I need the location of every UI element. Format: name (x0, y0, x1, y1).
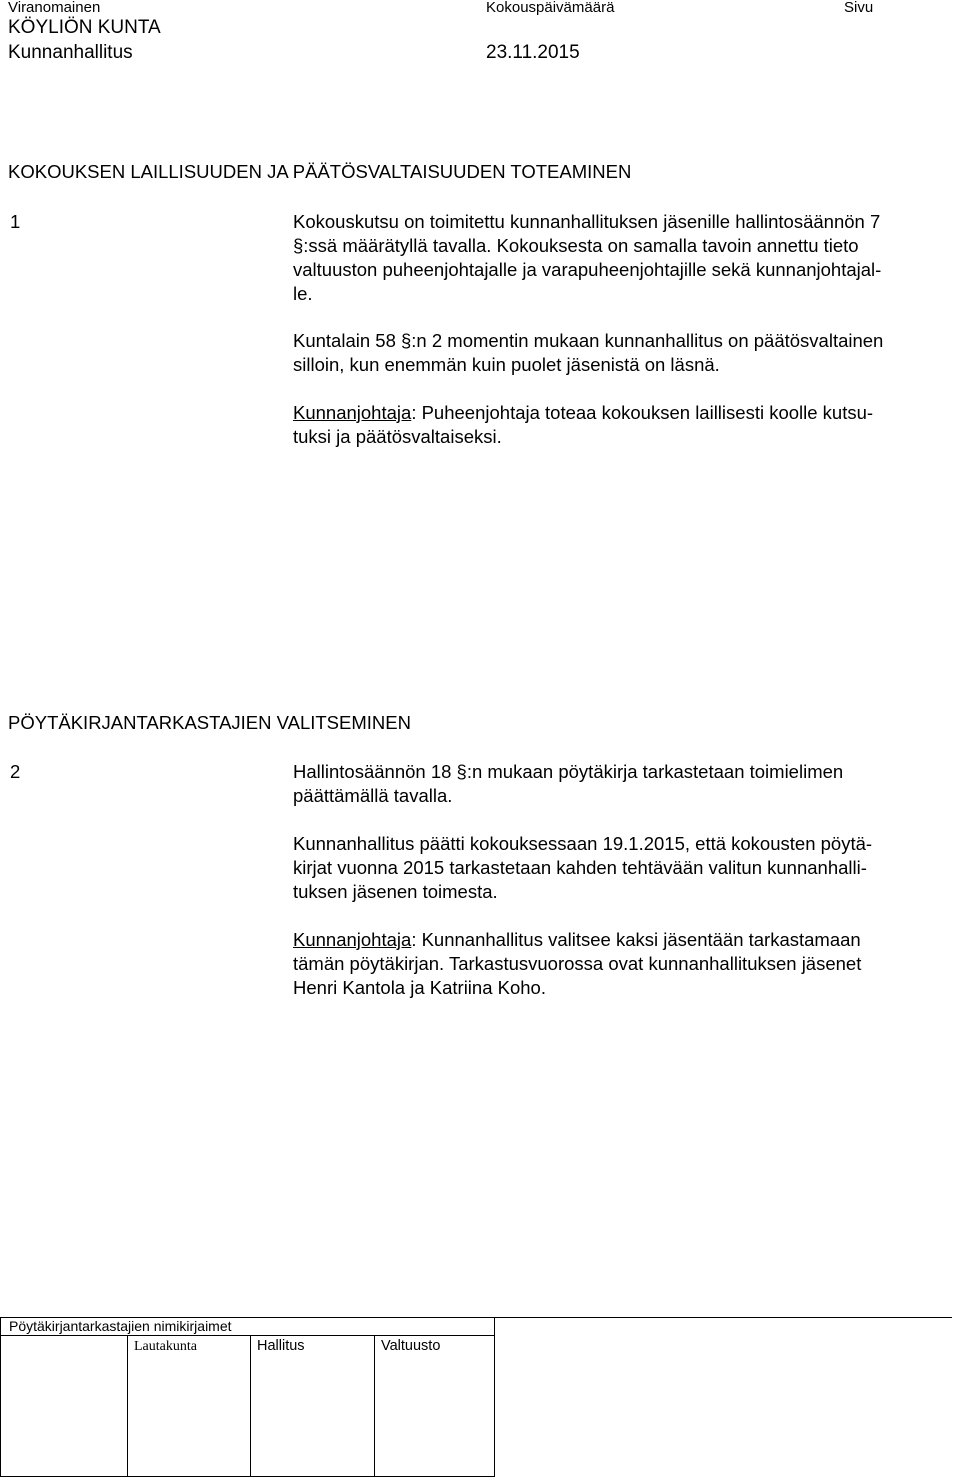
signature-box-divider (1, 1335, 495, 1336)
text-line: Kokouskutsu on toimitettu kunnanhallituksen jäsenille hallintosäännön 7 (293, 211, 881, 232)
section-2-proposal (293, 928, 960, 1000)
text-line: Kuntalain 58 §:n 2 momentin mukaan kunnanhallitus on päätösvaltainen (293, 330, 884, 351)
signatures-label: Pöytäkirjantarkastajien nimikirjaimet (9, 1318, 232, 1334)
date-label: Kokouspäivämäärä (486, 0, 615, 16)
proposal-label: Kunnanjohtaja (293, 929, 412, 950)
authority-name: KÖYLIÖN KUNTA (8, 17, 161, 38)
authority-label: Viranomainen (8, 0, 101, 16)
section-1-title: KOKOUKSEN LAILLISUUDEN JA PÄÄTÖSVALTAISUUDEN TOTEAMINEN (8, 161, 632, 182)
text-line: Henri Kantola ja Katriina Koho. (293, 977, 546, 998)
column-lautakunta: Lautakunta (134, 1339, 197, 1354)
section-2-paragraph-2 (293, 832, 960, 904)
text-line: kirjat vuonna 2015 tarkastetaan kahden tehtävään valitun kunnanhalli- (293, 857, 867, 878)
column-divider (374, 1335, 375, 1476)
text-line: le. (293, 283, 313, 304)
text-line: §:ssä määrätyllä tavalla. Kokouksesta on samalla tavoin annettu tieto (293, 235, 859, 256)
text-line: Kunnanhallitus päätti kokouksessaan 19.1.2015, että kokousten pöytä- (293, 833, 873, 854)
meeting-date: 23.11.2015 (486, 42, 580, 63)
text-line (293, 928, 960, 952)
section-1-number: 1 (10, 211, 21, 232)
text-line (293, 401, 960, 425)
text-line: tämän pöytäkirjan. Tarkastusvuorossa ovat kunnanhallituksen jäsenet (293, 953, 862, 974)
section-1-paragraph-1 (293, 210, 960, 306)
text-line: päättämällä tavalla. (293, 785, 453, 806)
section-1-paragraph-2 (293, 329, 960, 377)
text-line: tuksen jäsenen toimesta. (293, 881, 498, 902)
proposal-text: : Kunnanhallitus valitsee kaksi jäsentään tarkastamaan (411, 929, 861, 950)
text-line: silloin, kun enemmän kuin puolet jäsenistä on läsnä. (293, 354, 720, 375)
section-1-proposal (293, 401, 960, 449)
proposal-label: Kunnanjohtaja (293, 402, 412, 423)
section-2-paragraph-1 (293, 760, 960, 808)
column-hallitus: Hallitus (257, 1338, 305, 1354)
page-label: Sivu (844, 0, 874, 16)
text-line: valtuuston puheenjohtajalle ja varapuheenjohtajille sekä kunnanjohtajal- (293, 259, 882, 280)
column-divider (250, 1335, 251, 1476)
column-divider (127, 1335, 128, 1476)
proposal-text: : Puheenjohtaja toteaa kokouksen laillisesti koolle kutsu- (411, 402, 874, 423)
section-2-number: 2 (10, 761, 21, 782)
text-line: Hallintosäännön 18 §:n mukaan pöytäkirja tarkastetaan toimielimen (293, 761, 844, 782)
signature-box (0, 1317, 495, 1477)
section-2-title: PÖYTÄKIRJANTARKASTAJIEN VALITSEMINEN (8, 712, 411, 733)
text-line: tuksi ja päätösvaltaiseksi. (293, 426, 502, 447)
authority-body: Kunnanhallitus (8, 42, 133, 63)
column-valtuusto: Valtuusto (381, 1338, 441, 1354)
